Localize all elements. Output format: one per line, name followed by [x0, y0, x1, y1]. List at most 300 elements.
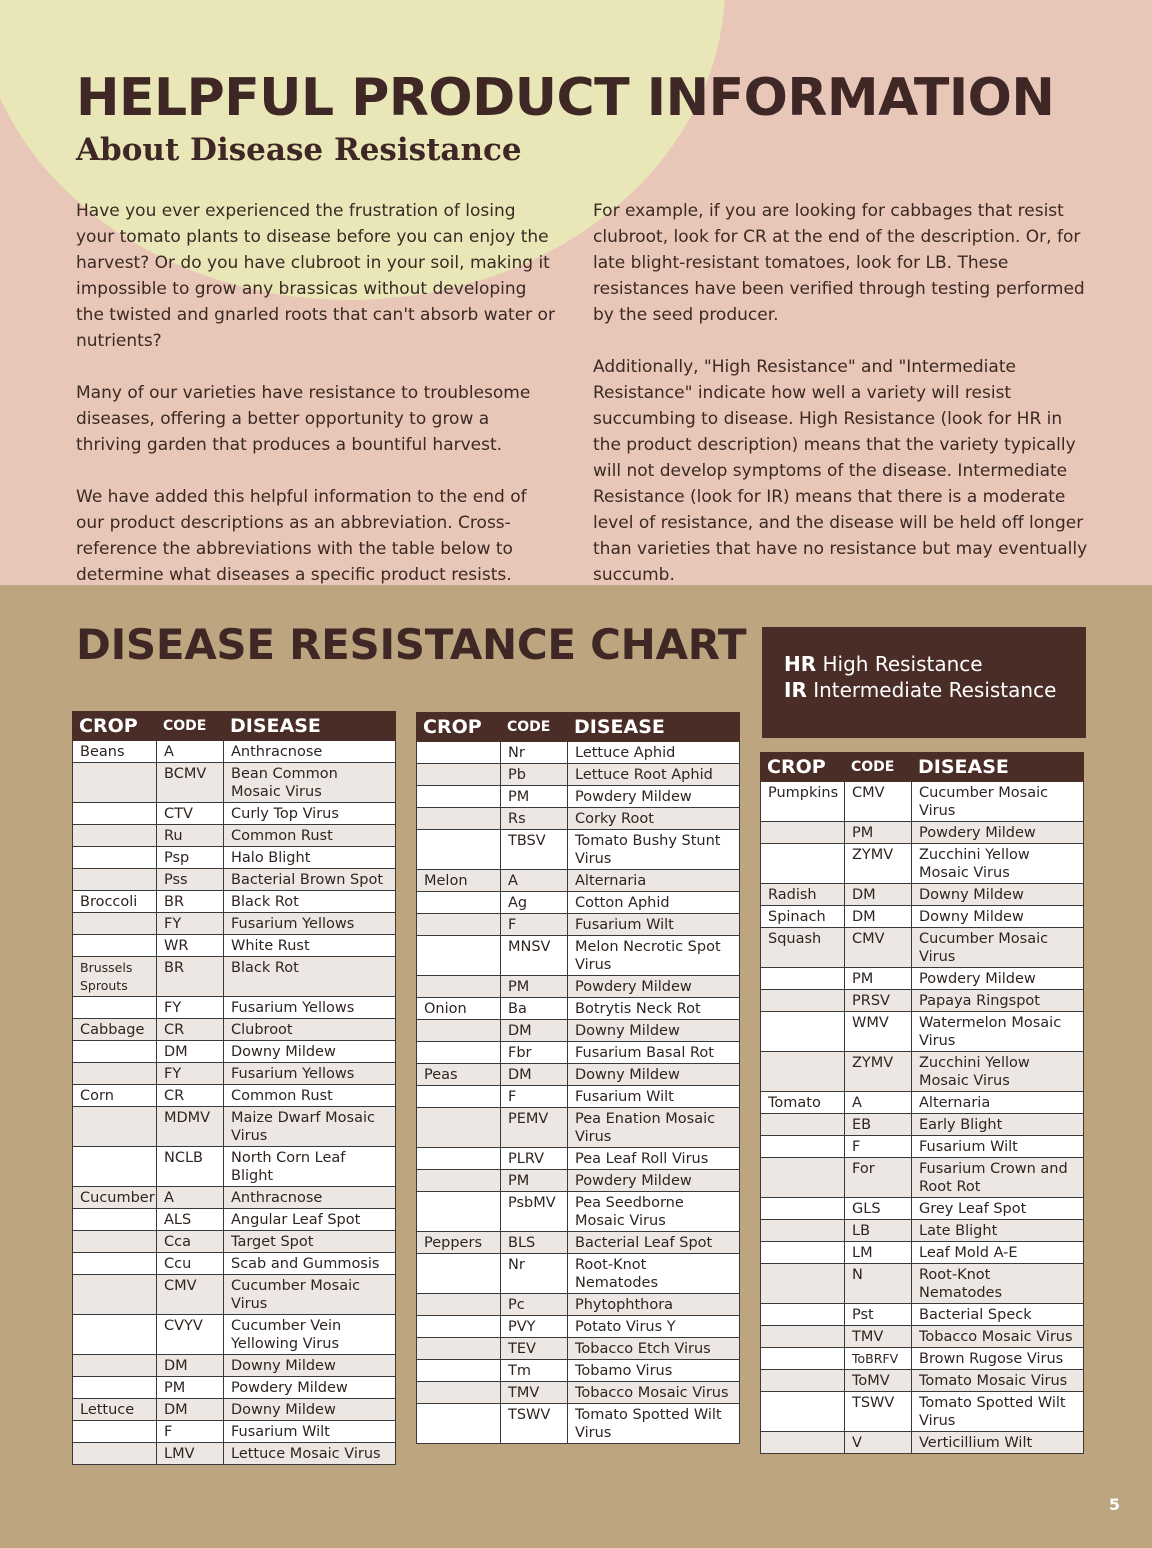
code-cell: WMV [845, 1012, 912, 1052]
disease-cell: Melon Necrotic Spot Virus [568, 936, 740, 976]
disease-cell: Lettuce Root Aphid [568, 764, 740, 786]
disease-cell: Lettuce Mosaic Virus [224, 1443, 396, 1465]
crop-header: CROP [417, 713, 501, 742]
intro-paragraph: For example, if you are looking for cabbages that resist clubroot, look for CR at the end of the description. Or, for late blight-resistant tomatoes, look for LB. These resistances have been verified through testing performed by the seed producer. [593, 201, 1085, 325]
crop-cell [417, 1192, 501, 1232]
table-row [417, 1170, 740, 1192]
crop-cell [417, 1360, 501, 1382]
code-cell: LB [845, 1220, 912, 1242]
disease-cell: Downy Mildew [224, 1041, 396, 1063]
crop-cell [73, 1421, 157, 1443]
page-subtitle: About Disease Resistance [76, 132, 522, 168]
crop-cell [761, 990, 845, 1012]
code-cell: F [501, 1086, 568, 1108]
table-row [417, 1042, 740, 1064]
code-cell: CMV [845, 782, 912, 822]
code-cell: F [845, 1136, 912, 1158]
table-row [73, 913, 396, 935]
crop-cell [761, 1136, 845, 1158]
disease-cell: Powdery Mildew [224, 1377, 396, 1399]
code-cell: WR [157, 935, 224, 957]
disease-cell: Downy Mildew [912, 906, 1084, 928]
disease-cell: Pea Leaf Roll Virus [568, 1148, 740, 1170]
code-cell: PM [845, 968, 912, 990]
table-row [417, 1232, 740, 1254]
disease-cell: North Corn Leaf Blight [224, 1147, 396, 1187]
table-row [761, 1220, 1084, 1242]
table-row [417, 1316, 740, 1338]
table-row [417, 998, 740, 1020]
crop-cell [761, 844, 845, 884]
crop-cell [417, 1338, 501, 1360]
crop-cell [761, 1304, 845, 1326]
crop-cell [73, 997, 157, 1019]
table-row [417, 1254, 740, 1294]
table-row [761, 1092, 1084, 1114]
table-row [417, 1020, 740, 1042]
code-cell: PRSV [845, 990, 912, 1012]
disease-cell: Fusarium Wilt [568, 1086, 740, 1108]
table-row [73, 763, 396, 803]
disease-cell: Papaya Ringspot [912, 990, 1084, 1012]
table-row [73, 957, 396, 997]
crop-cell [417, 892, 501, 914]
disease-cell: Tomato Mosaic Virus [912, 1370, 1084, 1392]
disease-cell: Grey Leaf Spot [912, 1198, 1084, 1220]
crop-cell [761, 1264, 845, 1304]
disease-cell: Verticillium Wilt [912, 1432, 1084, 1454]
crop-cell [73, 1231, 157, 1253]
disease-cell: Downy Mildew [568, 1020, 740, 1042]
code-cell: Ru [157, 825, 224, 847]
code-cell: PM [501, 786, 568, 808]
table-row [417, 1294, 740, 1316]
intro-paragraph: Have you ever experienced the frustration of losing your tomato plants to disease before you can enjoy the harvest? Or do you have clubroot in your soil, making it impossible to grow any brassicas without developing the twisted and gnarled roots that can't absorb water or nutrients? [76, 201, 555, 351]
code-cell: DM [157, 1355, 224, 1377]
table-row [761, 1264, 1084, 1304]
code-cell: Fbr [501, 1042, 568, 1064]
code-cell: ToMV [845, 1370, 912, 1392]
legend-item-hr [784, 651, 1086, 677]
crop-cell: Radish [761, 884, 845, 906]
crop-cell [73, 1063, 157, 1085]
code-cell: PM [501, 1170, 568, 1192]
table-row [73, 1085, 396, 1107]
disease-cell: Tobacco Etch Virus [568, 1338, 740, 1360]
crop-cell: Lettuce [73, 1399, 157, 1421]
disease-cell: Root-Knot Nematodes [568, 1254, 740, 1294]
disease-cell: Downy Mildew [224, 1355, 396, 1377]
crop-header: CROP [761, 753, 845, 782]
disease-cell: Bacterial Leaf Spot [568, 1232, 740, 1254]
crop-cell [73, 1107, 157, 1147]
disease-cell: Common Rust [224, 1085, 396, 1107]
code-cell: FY [157, 997, 224, 1019]
crop-cell: Tomato [761, 1092, 845, 1114]
disease-cell: Powdery Mildew [568, 976, 740, 998]
crop-cell [761, 1326, 845, 1348]
code-cell: TMV [845, 1326, 912, 1348]
disease-cell: Black Rot [224, 891, 396, 913]
legend-item-ir [784, 677, 1086, 703]
disease-header: DISEASE [224, 712, 396, 741]
crop-cell [417, 914, 501, 936]
code-cell: BCMV [157, 763, 224, 803]
disease-cell: Phytophthora [568, 1294, 740, 1316]
table-row [761, 1114, 1084, 1136]
disease-cell: Fusarium Yellows [224, 997, 396, 1019]
crop-cell [417, 1042, 501, 1064]
crop-cell [73, 1355, 157, 1377]
code-cell: TMV [501, 1382, 568, 1404]
table-row [761, 782, 1084, 822]
table-row [73, 935, 396, 957]
disease-cell: Black Rot [224, 957, 396, 997]
crop-cell: Corn [73, 1085, 157, 1107]
crop-cell [417, 830, 501, 870]
disease-cell: Watermelon Mosaic Virus [912, 1012, 1084, 1052]
code-cell: FY [157, 1063, 224, 1085]
crop-cell [73, 1315, 157, 1355]
table-row [761, 968, 1084, 990]
disease-cell: Leaf Mold A-E [912, 1242, 1084, 1264]
code-cell: ZYMV [845, 1052, 912, 1092]
code-cell: ToBRFV [845, 1348, 912, 1370]
table-row [73, 869, 396, 891]
crop-cell [417, 1294, 501, 1316]
table-row [73, 1209, 396, 1231]
table-row [761, 1370, 1084, 1392]
crop-cell: Onion [417, 998, 501, 1020]
table-row [73, 1399, 396, 1421]
legend-label: High Resistance [822, 652, 983, 676]
disease-cell: Late Blight [912, 1220, 1084, 1242]
disease-cell: Early Blight [912, 1114, 1084, 1136]
code-cell: Pst [845, 1304, 912, 1326]
disease-cell: White Rust [224, 935, 396, 957]
crop-cell [761, 1052, 845, 1092]
crop-cell [73, 869, 157, 891]
disease-cell: Zucchini Yellow Mosaic Virus [912, 1052, 1084, 1092]
code-cell: DM [157, 1041, 224, 1063]
code-cell: A [845, 1092, 912, 1114]
intro-paragraph: Many of our varieties have resistance to troublesome diseases, offering a better opportunity to grow a thriving garden that produces a bountiful harvest. [76, 383, 531, 455]
disease-table-3 [760, 752, 1084, 1454]
crop-cell: Beans [73, 741, 157, 763]
crop-cell [73, 935, 157, 957]
table-row [761, 1198, 1084, 1220]
code-cell: V [845, 1432, 912, 1454]
disease-cell: Brown Rugose Virus [912, 1348, 1084, 1370]
disease-cell: Curly Top Virus [224, 803, 396, 825]
intro-paragraph: We have added this helpful information to the end of our product descriptions as an abbreviation. Cross-reference the abbreviations with the table below to determine what diseases a specific product resists. [76, 487, 527, 585]
disease-cell: Fusarium Yellows [224, 1063, 396, 1085]
crop-cell [761, 1114, 845, 1136]
code-cell: BLS [501, 1232, 568, 1254]
crop-header: CROP [73, 712, 157, 741]
crop-cell [73, 1253, 157, 1275]
intro-left-column [76, 198, 556, 614]
disease-cell: Cotton Aphid [568, 892, 740, 914]
code-cell: PM [501, 976, 568, 998]
code-cell: DM [845, 906, 912, 928]
disease-table-1 [72, 711, 396, 1465]
disease-cell: Cucumber Vein Yellowing Virus [224, 1315, 396, 1355]
legend-label: Intermediate Resistance [813, 678, 1057, 702]
crop-cell [761, 1012, 845, 1052]
crop-cell [417, 1108, 501, 1148]
crop-cell [417, 1086, 501, 1108]
disease-cell: Tobacco Mosaic Virus [912, 1326, 1084, 1348]
disease-cell: Powdery Mildew [912, 968, 1084, 990]
crop-cell [73, 1377, 157, 1399]
crop-cell [761, 968, 845, 990]
crop-cell [417, 976, 501, 998]
table-row [73, 741, 396, 763]
table-row [417, 976, 740, 998]
disease-cell: Fusarium Crown and Root Rot [912, 1158, 1084, 1198]
code-cell: Ccu [157, 1253, 224, 1275]
code-cell: ZYMV [845, 844, 912, 884]
code-cell: F [501, 914, 568, 936]
code-cell: TEV [501, 1338, 568, 1360]
table-row [761, 990, 1084, 1012]
crop-cell [73, 1147, 157, 1187]
crop-cell [417, 1148, 501, 1170]
code-cell: GLS [845, 1198, 912, 1220]
disease-cell: Target Spot [224, 1231, 396, 1253]
code-cell: ALS [157, 1209, 224, 1231]
table-row [417, 936, 740, 976]
code-cell: DM [845, 884, 912, 906]
disease-cell: Pea Enation Mosaic Virus [568, 1108, 740, 1148]
crop-cell [73, 913, 157, 935]
table-row [417, 1108, 740, 1148]
disease-cell: Powdery Mildew [568, 1170, 740, 1192]
code-cell: BR [157, 891, 224, 913]
table-row [761, 1136, 1084, 1158]
crop-cell [417, 1316, 501, 1338]
disease-cell: Downy Mildew [568, 1064, 740, 1086]
table-row [73, 1421, 396, 1443]
table-row [73, 1019, 396, 1041]
table-row [761, 928, 1084, 968]
table-row [73, 803, 396, 825]
disease-header: DISEASE [568, 713, 740, 742]
crop-cell [761, 822, 845, 844]
page-title: HELPFUL PRODUCT INFORMATION [76, 68, 1055, 128]
crop-cell [417, 786, 501, 808]
table-row [417, 1360, 740, 1382]
crop-cell [73, 763, 157, 803]
crop-cell [761, 1392, 845, 1432]
crop-cell: Peppers [417, 1232, 501, 1254]
table-row [73, 1147, 396, 1187]
disease-cell: Scab and Gummosis [224, 1253, 396, 1275]
table-row [73, 891, 396, 913]
code-cell: DM [501, 1020, 568, 1042]
table-row [73, 825, 396, 847]
table-row [761, 1392, 1084, 1432]
code-cell: A [157, 1187, 224, 1209]
code-header: CODE [157, 712, 224, 741]
code-cell: A [501, 870, 568, 892]
crop-cell [417, 1020, 501, 1042]
code-cell: PEMV [501, 1108, 568, 1148]
code-cell: DM [157, 1399, 224, 1421]
table-row [761, 822, 1084, 844]
crop-cell [417, 742, 501, 764]
code-cell: Rs [501, 808, 568, 830]
code-header: CODE [501, 713, 568, 742]
code-cell: BR [157, 957, 224, 997]
table-row [73, 1187, 396, 1209]
code-cell: Tm [501, 1360, 568, 1382]
disease-cell: Powdery Mildew [568, 786, 740, 808]
disease-cell: Angular Leaf Spot [224, 1209, 396, 1231]
crop-cell [417, 936, 501, 976]
crop-cell [73, 1041, 157, 1063]
table-row [417, 742, 740, 764]
code-cell: PM [157, 1377, 224, 1399]
code-cell: TSWV [845, 1392, 912, 1432]
disease-cell: Tomato Spotted Wilt Virus [912, 1392, 1084, 1432]
chart-title: DISEASE RESISTANCE CHART [76, 620, 747, 669]
disease-cell: Tomato Bushy Stunt Virus [568, 830, 740, 870]
code-cell: PLRV [501, 1148, 568, 1170]
crop-cell [761, 1198, 845, 1220]
table-row [73, 1443, 396, 1465]
disease-cell: Bacterial Brown Spot [224, 869, 396, 891]
disease-cell: Cucumber Mosaic Virus [224, 1275, 396, 1315]
crop-cell [73, 825, 157, 847]
disease-cell: Tomato Spotted Wilt Virus [568, 1404, 740, 1444]
crop-cell [761, 1220, 845, 1242]
disease-cell: Potato Virus Y [568, 1316, 740, 1338]
page-number: 5 [1108, 1495, 1120, 1514]
disease-cell: Clubroot [224, 1019, 396, 1041]
table-row [73, 1377, 396, 1399]
crop-cell [417, 808, 501, 830]
crop-cell: Spinach [761, 906, 845, 928]
table-row [761, 906, 1084, 928]
code-cell: PM [845, 822, 912, 844]
code-cell: MNSV [501, 936, 568, 976]
table-row [73, 1315, 396, 1355]
disease-cell: Fusarium Yellows [224, 913, 396, 935]
code-cell: CMV [157, 1275, 224, 1315]
code-cell: Cca [157, 1231, 224, 1253]
code-cell: Nr [501, 742, 568, 764]
code-cell: Ba [501, 998, 568, 1020]
table-row [417, 786, 740, 808]
table-row [417, 1064, 740, 1086]
crop-cell [417, 1170, 501, 1192]
crop-cell: Broccoli [73, 891, 157, 913]
table-row [761, 1326, 1084, 1348]
table-row [73, 1041, 396, 1063]
disease-cell: Bacterial Speck [912, 1304, 1084, 1326]
crop-cell [761, 1242, 845, 1264]
crop-cell: Brussels Sprouts [73, 957, 157, 997]
code-cell: Ag [501, 892, 568, 914]
crop-cell [73, 1275, 157, 1315]
crop-cell: Melon [417, 870, 501, 892]
crop-cell [417, 1404, 501, 1444]
table-row [417, 892, 740, 914]
disease-cell: Fusarium Wilt [224, 1421, 396, 1443]
crop-cell: Cucumber [73, 1187, 157, 1209]
crop-cell: Cabbage [73, 1019, 157, 1041]
code-cell: PVY [501, 1316, 568, 1338]
disease-cell: Fusarium Basal Rot [568, 1042, 740, 1064]
crop-cell: Squash [761, 928, 845, 968]
table-row [73, 1231, 396, 1253]
crop-cell: Peas [417, 1064, 501, 1086]
intro-right-column [593, 198, 1088, 614]
crop-cell [761, 1348, 845, 1370]
table-row [73, 847, 396, 869]
table-row [417, 1148, 740, 1170]
code-cell: NCLB [157, 1147, 224, 1187]
table-row [417, 808, 740, 830]
code-cell: Psp [157, 847, 224, 869]
code-cell: FY [157, 913, 224, 935]
crop-cell [73, 1209, 157, 1231]
disease-cell: Cucumber Mosaic Virus [912, 928, 1084, 968]
table-row [417, 1086, 740, 1108]
table-row [761, 884, 1084, 906]
code-cell: Pss [157, 869, 224, 891]
resistance-legend [762, 627, 1086, 738]
code-cell: DM [501, 1064, 568, 1086]
intro-paragraph: Additionally, "High Resistance" and "Intermediate Resistance" indicate how well a variety will resist succumbing to disease. High Resistance (look for HR in the product description) means that the variety typically will not develop symptoms of the disease. Intermediate Resistance (look for IR) means that there is a moderate level of resistance, and the disease will be held off longer than varieties that have no resistance but may eventually succumb. [593, 357, 1088, 585]
table-row [761, 1432, 1084, 1454]
code-cell: CVYV [157, 1315, 224, 1355]
table-row [761, 1348, 1084, 1370]
disease-cell: Anthracnose [224, 741, 396, 763]
table-row [73, 1107, 396, 1147]
table-row [761, 1012, 1084, 1052]
code-cell: CTV [157, 803, 224, 825]
code-cell: Nr [501, 1254, 568, 1294]
table-row [761, 1242, 1084, 1264]
table-row [417, 830, 740, 870]
disease-cell: Downy Mildew [224, 1399, 396, 1421]
crop-cell [73, 847, 157, 869]
table-row [417, 1192, 740, 1232]
disease-cell: Powdery Mildew [912, 822, 1084, 844]
disease-header: DISEASE [912, 753, 1084, 782]
disease-cell: Tobacco Mosaic Virus [568, 1382, 740, 1404]
disease-cell: Anthracnose [224, 1187, 396, 1209]
code-cell: MDMV [157, 1107, 224, 1147]
code-cell: For [845, 1158, 912, 1198]
disease-cell: Fusarium Wilt [912, 1136, 1084, 1158]
crop-cell [761, 1158, 845, 1198]
table-row [417, 1404, 740, 1444]
table-row [761, 1052, 1084, 1092]
code-cell: LM [845, 1242, 912, 1264]
table-row [73, 1253, 396, 1275]
table-row [417, 764, 740, 786]
disease-cell: Fusarium Wilt [568, 914, 740, 936]
code-cell: EB [845, 1114, 912, 1136]
disease-cell: Tobamo Virus [568, 1360, 740, 1382]
disease-cell: Lettuce Aphid [568, 742, 740, 764]
table-row [761, 844, 1084, 884]
crop-cell [73, 803, 157, 825]
